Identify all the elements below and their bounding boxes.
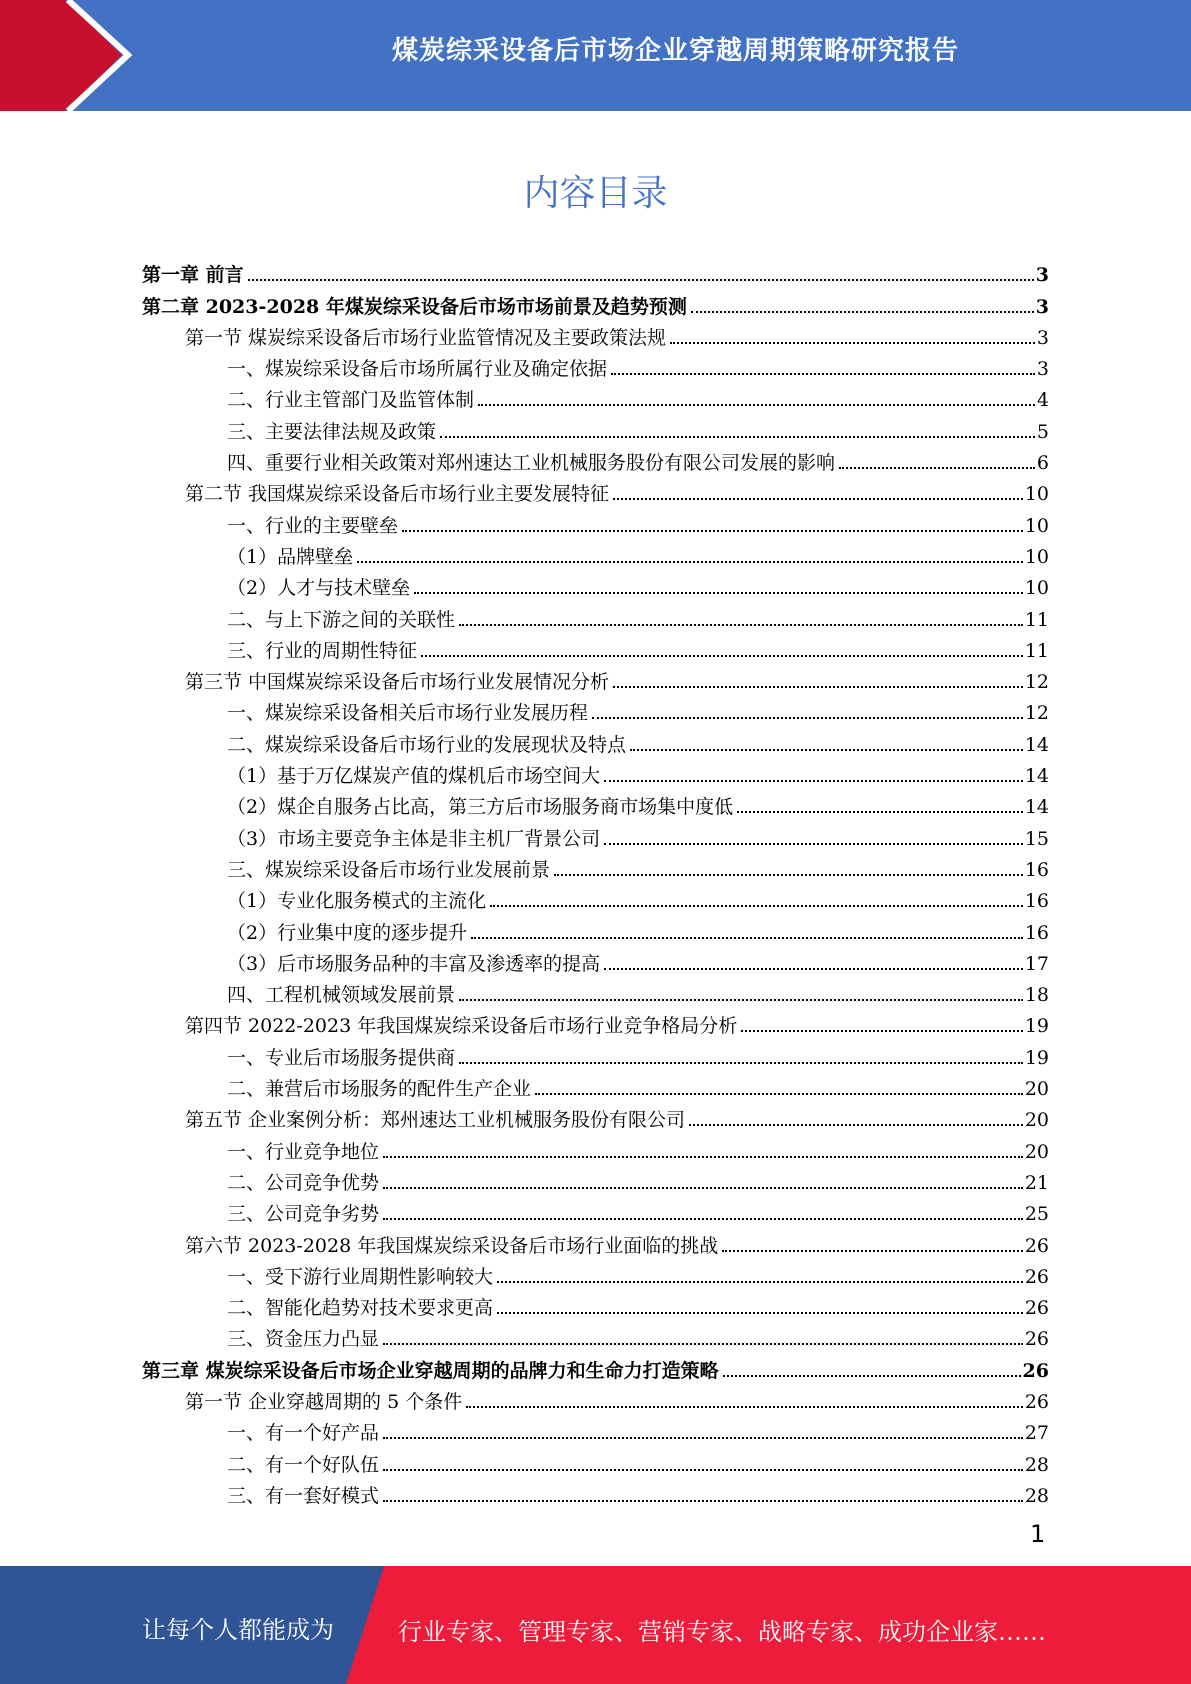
toc-dot-leader bbox=[478, 404, 1035, 406]
toc-dot-leader bbox=[592, 717, 1023, 719]
toc-entry[interactable] bbox=[142, 537, 1049, 568]
toc-entry[interactable] bbox=[142, 724, 1049, 755]
toc-entry[interactable] bbox=[142, 411, 1049, 442]
toc-entry-page: 28 bbox=[1024, 1453, 1049, 1476]
toc-entry-page: 10 bbox=[1024, 514, 1049, 537]
toc-entry[interactable] bbox=[142, 662, 1049, 693]
toc-entry[interactable] bbox=[142, 787, 1049, 818]
toc-entry-label: 第五节 企业案例分析：郑州速达工业机械服务股份有限公司 bbox=[185, 1109, 686, 1132]
toc-dot-leader bbox=[839, 467, 1035, 469]
toc-entry-page: 12 bbox=[1024, 671, 1049, 694]
toc-entry[interactable] bbox=[142, 349, 1049, 380]
toc-dot-leader bbox=[383, 1437, 1023, 1439]
toc-entry-label: 一、煤炭综采设备后市场所属行业及确定依据 bbox=[227, 358, 608, 381]
toc-entry-page: 19 bbox=[1024, 1015, 1049, 1038]
toc-entry-label: 第二节 我国煤炭综采设备后市场行业主要发展特征 bbox=[185, 483, 610, 506]
page-header bbox=[0, 0, 1191, 111]
toc-entry-label: 一、有一个好产品 bbox=[227, 1422, 380, 1445]
toc-entry-page: 11 bbox=[1024, 639, 1049, 662]
toc-entry-page: 25 bbox=[1024, 1203, 1049, 1226]
toc-entry[interactable] bbox=[142, 1225, 1049, 1256]
footer-slogan-right: 行业专家、管理专家、营销专家、战略专家、成功企业家…… bbox=[398, 1618, 1046, 1646]
toc-entry-page: 26 bbox=[1022, 1359, 1049, 1382]
toc-dot-leader bbox=[613, 498, 1023, 500]
toc-entry[interactable] bbox=[142, 818, 1049, 849]
toc-entry-page: 16 bbox=[1024, 921, 1049, 944]
toc-dot-leader bbox=[402, 530, 1023, 532]
toc-entry-label: （2）煤企自服务占比高，第三方后市场服务商市场集中度低 bbox=[227, 796, 734, 819]
toc-entry[interactable] bbox=[142, 1100, 1049, 1131]
toc-dot-leader bbox=[383, 1343, 1023, 1345]
toc-entry-page: 18 bbox=[1024, 984, 1049, 1007]
toc-entry-page: 26 bbox=[1024, 1390, 1049, 1413]
toc-dot-leader bbox=[535, 1093, 1023, 1095]
toc-dot-leader bbox=[722, 1250, 1023, 1252]
toc-entry-page: 28 bbox=[1024, 1484, 1049, 1507]
toc-entry[interactable] bbox=[142, 693, 1049, 724]
footer-slogan-left: 让每个人都能成为 bbox=[142, 1616, 334, 1644]
toc-entry[interactable] bbox=[142, 443, 1049, 474]
toc-entry[interactable] bbox=[142, 850, 1049, 881]
toc-entry[interactable] bbox=[142, 1319, 1049, 1350]
toc-entry[interactable] bbox=[142, 1194, 1049, 1225]
toc-entry[interactable] bbox=[142, 255, 1049, 286]
toc-entry-label: 第三章 煤炭综采设备后市场企业穿越周期的品牌力和生命力打造策略 bbox=[142, 1359, 719, 1382]
toc-entry-page: 26 bbox=[1024, 1297, 1049, 1320]
toc-dot-leader bbox=[440, 436, 1035, 438]
toc-entry[interactable] bbox=[142, 1288, 1049, 1319]
toc-entry-page: 11 bbox=[1024, 608, 1049, 631]
toc-entry-label: 二、智能化趋势对技术要求更高 bbox=[227, 1297, 494, 1320]
toc-entry[interactable] bbox=[142, 1444, 1049, 1475]
toc-entry-label: 二、兼营后市场服务的配件生产企业 bbox=[227, 1078, 532, 1101]
toc-entry-page: 20 bbox=[1024, 1109, 1049, 1132]
toc-dot-leader bbox=[357, 561, 1023, 563]
toc-entry-label: 二、公司竞争优势 bbox=[227, 1171, 380, 1194]
toc-dot-leader bbox=[737, 811, 1023, 813]
toc-entry[interactable] bbox=[142, 756, 1049, 787]
toc-entry-label: （2）行业集中度的逐步提升 bbox=[227, 921, 468, 944]
toc-dot-leader bbox=[421, 655, 1023, 657]
toc-dot-leader bbox=[723, 1375, 1021, 1377]
toc-dot-leader bbox=[459, 624, 1023, 626]
toc-entry[interactable] bbox=[142, 318, 1049, 349]
toc-entry[interactable] bbox=[142, 599, 1049, 630]
toc-entry-label: （3）后市场服务品种的丰富及渗透率的提高 bbox=[227, 952, 601, 975]
page-number: 1 bbox=[1030, 1520, 1046, 1548]
toc-entry[interactable] bbox=[142, 1037, 1049, 1068]
toc-entry-page: 20 bbox=[1024, 1140, 1049, 1163]
toc-entry-label: 一、受下游行业周期性影响较大 bbox=[227, 1265, 494, 1288]
toc-entry-page: 5 bbox=[1036, 420, 1049, 443]
toc-entry[interactable] bbox=[142, 505, 1049, 536]
toc-entry[interactable] bbox=[142, 912, 1049, 943]
toc-dot-leader bbox=[459, 999, 1023, 1001]
toc-entry-label: 二、行业主管部门及监管体制 bbox=[227, 389, 475, 412]
toc-entry[interactable] bbox=[142, 631, 1049, 662]
toc-entry-page: 20 bbox=[1024, 1078, 1049, 1101]
toc-entry-page: 26 bbox=[1024, 1328, 1049, 1351]
toc-entry[interactable] bbox=[142, 568, 1049, 599]
toc-entry-page: 19 bbox=[1024, 1046, 1049, 1069]
toc-heading: 内容目录 bbox=[523, 173, 668, 214]
toc-entry-label: 二、与上下游之间的关联性 bbox=[227, 608, 456, 631]
toc-entry[interactable] bbox=[142, 380, 1049, 411]
toc-entry-label: （1）品牌壁垒 bbox=[227, 545, 354, 568]
toc-entry[interactable] bbox=[142, 474, 1049, 505]
toc-entry[interactable] bbox=[142, 881, 1049, 912]
table-of-contents bbox=[142, 255, 1049, 1507]
toc-entry-page: 14 bbox=[1024, 765, 1049, 788]
toc-entry-label: 四、重要行业相关政策对郑州速达工业机械服务股份有限公司发展的影响 bbox=[227, 452, 836, 475]
toc-dot-leader bbox=[497, 1312, 1023, 1314]
toc-entry-label: 一、专业后市场服务提供商 bbox=[227, 1046, 456, 1069]
toc-entry-page: 3 bbox=[1035, 295, 1049, 318]
toc-dot-leader bbox=[741, 1030, 1023, 1032]
toc-entry-page: 3 bbox=[1035, 264, 1049, 287]
toc-entry[interactable] bbox=[142, 975, 1049, 1006]
toc-entry-label: （1）专业化服务模式的主流化 bbox=[227, 890, 487, 913]
toc-entry[interactable] bbox=[142, 944, 1049, 975]
toc-entry-page: 10 bbox=[1024, 483, 1049, 506]
toc-dot-leader bbox=[383, 1469, 1023, 1471]
toc-dot-leader bbox=[471, 937, 1023, 939]
toc-entry-page: 14 bbox=[1024, 733, 1049, 756]
toc-dot-leader bbox=[459, 1062, 1023, 1064]
toc-entry-page: 26 bbox=[1024, 1265, 1049, 1288]
toc-dot-leader bbox=[604, 968, 1023, 970]
toc-entry[interactable] bbox=[142, 286, 1049, 317]
toc-dot-leader bbox=[383, 1218, 1023, 1220]
toc-dot-leader bbox=[466, 1406, 1023, 1408]
toc-entry-label: 三、资金压力凸显 bbox=[227, 1328, 380, 1351]
toc-dot-leader bbox=[383, 1500, 1023, 1502]
toc-entry-label: 四、工程机械领域发展前景 bbox=[227, 984, 456, 1007]
toc-entry-label: 第二章 2023-2028 年煤炭综采设备后市场市场前景及趋势预测 bbox=[142, 295, 687, 318]
toc-dot-leader bbox=[554, 874, 1023, 876]
header-arrow-shape bbox=[0, 0, 150, 111]
toc-entry-label: 三、煤炭综采设备后市场行业发展前景 bbox=[227, 858, 551, 881]
toc-dot-leader bbox=[604, 780, 1023, 782]
toc-dot-leader bbox=[414, 592, 1023, 594]
toc-entry[interactable] bbox=[142, 1257, 1049, 1288]
toc-dot-leader bbox=[248, 279, 1034, 281]
toc-entry-page: 3 bbox=[1036, 326, 1049, 349]
toc-dot-leader bbox=[604, 843, 1023, 845]
toc-entry-page: 27 bbox=[1024, 1422, 1049, 1445]
toc-entry-page: 15 bbox=[1024, 827, 1049, 850]
toc-entry-label: 一、行业竞争地位 bbox=[227, 1140, 380, 1163]
toc-entry-label: 一、煤炭综采设备相关后市场行业发展历程 bbox=[227, 702, 589, 725]
toc-dot-leader bbox=[689, 1124, 1023, 1126]
toc-entry-label: 第一章 前言 bbox=[142, 264, 244, 287]
toc-entry-label: （2）人才与技术壁垒 bbox=[227, 577, 411, 600]
toc-entry-page: 17 bbox=[1024, 952, 1049, 975]
report-title: 煤炭综采设备后市场企业穿越周期策略研究报告 bbox=[391, 36, 959, 66]
toc-dot-leader bbox=[490, 905, 1023, 907]
toc-dot-leader bbox=[611, 373, 1035, 375]
toc-entry-page: 3 bbox=[1036, 358, 1049, 381]
toc-entry-page: 12 bbox=[1024, 702, 1049, 725]
toc-entry[interactable] bbox=[142, 1131, 1049, 1162]
toc-entry[interactable] bbox=[142, 1350, 1049, 1381]
toc-entry-page: 14 bbox=[1024, 796, 1049, 819]
toc-entry[interactable] bbox=[142, 1069, 1049, 1100]
toc-dot-leader bbox=[613, 686, 1023, 688]
toc-entry-label: 三、行业的周期性特征 bbox=[227, 639, 418, 662]
toc-entry-label: 二、煤炭综采设备后市场行业的发展现状及特点 bbox=[227, 733, 627, 756]
toc-dot-leader bbox=[383, 1156, 1023, 1158]
toc-entry[interactable] bbox=[142, 1413, 1049, 1444]
toc-entry-label: 三、公司竞争劣势 bbox=[227, 1203, 380, 1226]
toc-entry-label: 第三节 中国煤炭综采设备后市场行业发展情况分析 bbox=[185, 671, 610, 694]
toc-entry-page: 10 bbox=[1024, 545, 1049, 568]
toc-entry[interactable] bbox=[142, 1163, 1049, 1194]
toc-dot-leader bbox=[383, 1187, 1023, 1189]
toc-dot-leader bbox=[497, 1281, 1023, 1283]
toc-dot-leader bbox=[630, 749, 1023, 751]
toc-entry-page: 6 bbox=[1036, 452, 1049, 475]
toc-entry-label: 第一节 煤炭综采设备后市场行业监管情况及主要政策法规 bbox=[185, 326, 667, 349]
toc-entry-page: 10 bbox=[1024, 577, 1049, 600]
toc-entry-page: 16 bbox=[1024, 858, 1049, 881]
toc-entry-page: 21 bbox=[1024, 1171, 1049, 1194]
toc-dot-leader bbox=[670, 342, 1035, 344]
toc-entry-label: （1）基于万亿煤炭产值的煤机后市场空间大 bbox=[227, 765, 601, 788]
toc-entry[interactable] bbox=[142, 1476, 1049, 1507]
toc-entry-page: 16 bbox=[1024, 890, 1049, 913]
toc-entry-page: 26 bbox=[1024, 1234, 1049, 1257]
toc-entry-label: 二、有一个好队伍 bbox=[227, 1453, 380, 1476]
toc-entry-label: 第六节 2023-2028 年我国煤炭综采设备后市场行业面临的挑战 bbox=[185, 1234, 719, 1257]
toc-entry-label: 第一节 企业穿越周期的 5 个条件 bbox=[185, 1390, 463, 1413]
toc-entry-label: 三、有一套好模式 bbox=[227, 1484, 380, 1507]
toc-entry-label: 第四节 2022-2023 年我国煤炭综采设备后市场行业竞争格局分析 bbox=[185, 1015, 738, 1038]
toc-entry-label: 三、主要法律法规及政策 bbox=[227, 420, 437, 443]
toc-entry-page: 4 bbox=[1036, 389, 1049, 412]
toc-entry[interactable] bbox=[142, 1006, 1049, 1037]
page-footer bbox=[0, 1566, 1191, 1684]
toc-entry[interactable] bbox=[142, 1382, 1049, 1413]
toc-entry-label: 一、行业的主要壁垒 bbox=[227, 514, 399, 537]
toc-entry-label: （3）市场主要竞争主体是非主机厂背景公司 bbox=[227, 827, 601, 850]
toc-dot-leader bbox=[691, 311, 1034, 313]
